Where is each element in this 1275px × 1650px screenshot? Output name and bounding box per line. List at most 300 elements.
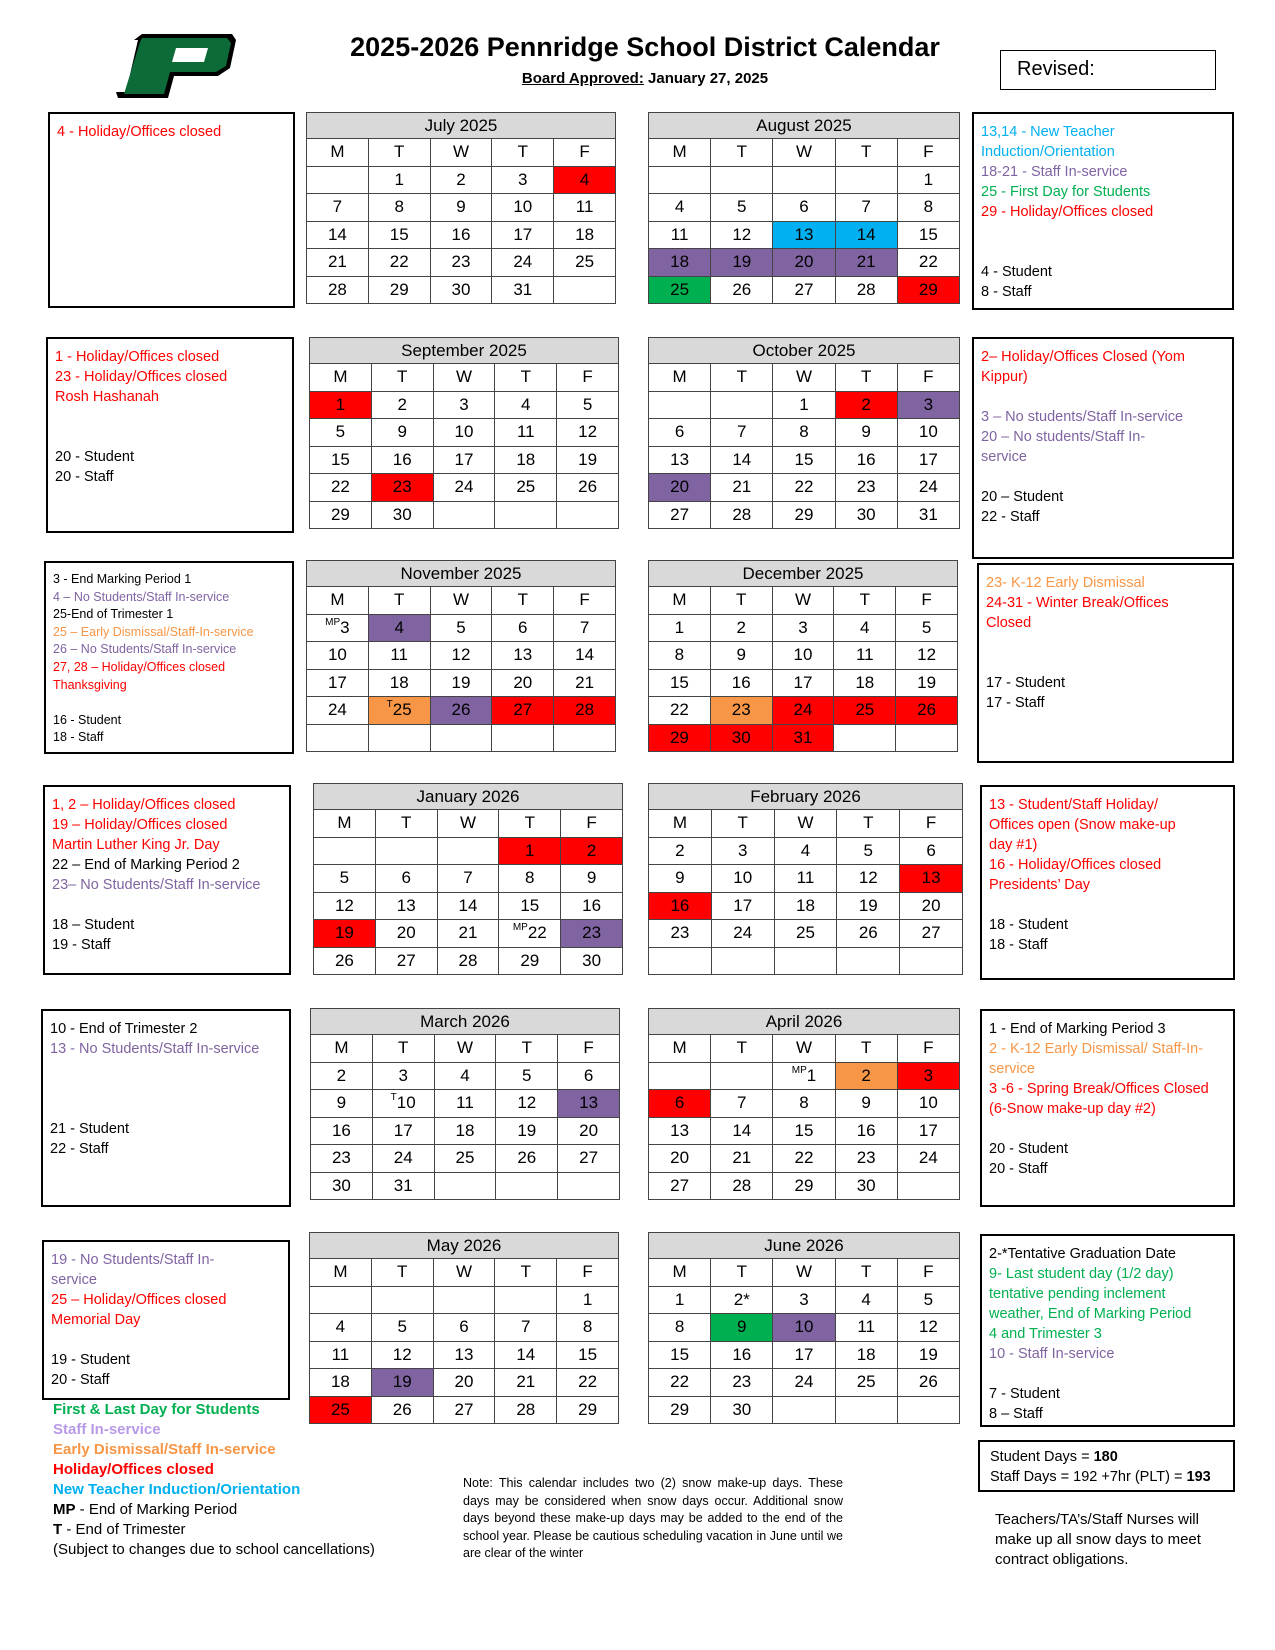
note-line: 22 - Staff xyxy=(50,1141,109,1157)
note-line: day #1) xyxy=(989,837,1038,853)
note-line: 22 – End of Marking Period 2 xyxy=(52,857,240,873)
day-cell xyxy=(557,501,619,529)
day-number: 19 xyxy=(517,1120,537,1140)
weekday-header: W xyxy=(772,587,834,615)
note-line: 3 – No students/Staff In-service xyxy=(981,409,1184,425)
day-cell xyxy=(897,1369,959,1397)
weekday-header: F xyxy=(554,587,616,615)
day-number: 17 xyxy=(327,672,347,692)
day-number: 18 xyxy=(389,672,409,692)
day-number: 11 xyxy=(331,1344,350,1364)
day-number: 4 xyxy=(861,1289,871,1309)
day-cell xyxy=(834,724,896,752)
day-number: 25 xyxy=(330,1399,350,1419)
day-number: 9 xyxy=(456,197,466,217)
note-line: 20 - Student xyxy=(989,1141,1068,1157)
day-number: 17 xyxy=(918,1120,938,1140)
day-cell xyxy=(310,474,372,502)
day-cell xyxy=(649,837,712,865)
day-number: 31 xyxy=(793,727,813,747)
day-number: 30 xyxy=(856,504,876,524)
day-number: 24 xyxy=(918,1148,938,1168)
day-number: 25 xyxy=(796,923,815,943)
day-cell xyxy=(368,642,430,670)
approved-date: January 27, 2025 xyxy=(648,70,769,87)
day-cell xyxy=(434,1117,496,1145)
day-cell xyxy=(557,1341,619,1369)
day-marker: T xyxy=(386,699,393,711)
day-cell xyxy=(554,194,616,222)
month-title: December 2025 xyxy=(649,561,958,587)
note-line: 4 and Trimester 3 xyxy=(989,1326,1102,1342)
note-line xyxy=(50,1059,282,1079)
day-cell xyxy=(495,474,557,502)
day-number: 22 xyxy=(330,477,350,497)
day-cell xyxy=(375,947,437,975)
day-number: 3 xyxy=(340,617,350,637)
month-notes xyxy=(41,1009,291,1207)
day-cell xyxy=(307,669,369,697)
weekday-header: M xyxy=(649,139,711,167)
day-cell xyxy=(711,221,773,249)
note-line: 26 – No Students/Staff In-service xyxy=(53,642,237,657)
day-number: 25 xyxy=(670,279,690,299)
day-number: 30 xyxy=(331,1175,351,1195)
day-number: 5 xyxy=(522,1065,532,1085)
day-cell xyxy=(557,1369,619,1397)
day-marker: MP xyxy=(791,1064,807,1076)
note-line: 19 - Student xyxy=(51,1352,130,1368)
day-cell xyxy=(554,166,616,194)
note-line: 4 - Holiday/Offices closed xyxy=(57,124,222,140)
month-calendar xyxy=(306,112,616,304)
day-cell xyxy=(311,1145,373,1173)
day-number: 3 xyxy=(518,169,528,189)
day-number: 18 xyxy=(856,1344,876,1364)
day-cell xyxy=(711,1369,773,1397)
day-number: 18 xyxy=(796,895,815,915)
day-number: 25 xyxy=(575,252,595,272)
day-number: 9 xyxy=(397,422,407,442)
day-number: 18 xyxy=(330,1372,350,1392)
day-cell xyxy=(649,166,711,194)
note-line: Presidents’ Day xyxy=(989,877,1091,893)
month-notes xyxy=(980,785,1235,980)
day-number: 1 xyxy=(674,617,685,637)
note-line: tentative pending inclement xyxy=(989,1286,1166,1302)
weekday-header: F xyxy=(561,810,623,838)
day-number: 17 xyxy=(793,672,813,692)
day-number: 5 xyxy=(582,394,593,414)
day-cell xyxy=(375,865,437,893)
day-cell xyxy=(558,1090,620,1118)
day-cell xyxy=(773,1396,835,1424)
day-cell xyxy=(773,276,835,304)
day-cell xyxy=(649,892,712,920)
day-cell xyxy=(773,391,835,419)
day-cell xyxy=(557,419,619,447)
weekday-header: M xyxy=(649,1259,711,1287)
day-marker: T xyxy=(390,1092,397,1104)
weekday-header: T xyxy=(711,139,773,167)
day-number: 28 xyxy=(575,700,595,720)
day-cell xyxy=(561,892,623,920)
day-number: 30 xyxy=(582,950,602,970)
note-line: 25-End of Trimester 1 xyxy=(53,607,174,622)
day-cell xyxy=(772,642,834,670)
day-cell xyxy=(557,446,619,474)
month-notes xyxy=(46,337,294,533)
day-number: 15 xyxy=(670,1344,690,1364)
day-cell xyxy=(835,391,897,419)
board-approved xyxy=(300,70,990,87)
day-cell xyxy=(433,474,495,502)
weekday-header: T xyxy=(834,587,896,615)
day-number: 22 xyxy=(794,477,814,497)
day-number: 9 xyxy=(737,1317,747,1337)
day-number: 8 xyxy=(923,197,934,217)
day-cell xyxy=(372,1145,434,1173)
note-line: 20 - Staff xyxy=(55,469,114,485)
day-cell xyxy=(773,1286,835,1314)
day-cell xyxy=(368,697,430,725)
day-cell xyxy=(773,1117,835,1145)
note-line xyxy=(53,694,285,712)
day-cell xyxy=(711,1314,773,1342)
day-cell xyxy=(495,1369,557,1397)
day-number: 19 xyxy=(917,672,937,692)
day-number: 10 xyxy=(327,645,347,665)
note-line: 1 - Holiday/Offices closed xyxy=(55,349,220,365)
day-number: 24 xyxy=(393,1148,413,1168)
day-number: 29 xyxy=(918,279,938,299)
day-number: 8 xyxy=(674,645,685,665)
day-cell xyxy=(773,501,835,529)
day-number: 7 xyxy=(463,868,473,888)
day-number: 12 xyxy=(392,1344,412,1364)
day-number: 8 xyxy=(674,1317,685,1337)
day-number: 2 xyxy=(397,394,407,414)
month-notes xyxy=(42,1240,290,1400)
day-cell xyxy=(837,920,900,948)
day-number: 27 xyxy=(454,1399,474,1419)
month-calendar xyxy=(310,1008,620,1200)
day-number: 12 xyxy=(918,1317,938,1337)
day-number: 10 xyxy=(918,422,938,442)
day-cell xyxy=(835,419,897,447)
month-notes xyxy=(48,112,295,308)
day-cell xyxy=(900,920,963,948)
note-line: 18 – Student xyxy=(52,917,135,933)
month-title: October 2025 xyxy=(649,338,960,364)
day-cell xyxy=(711,501,773,529)
day-number: 18 xyxy=(855,672,875,692)
day-cell xyxy=(430,642,492,670)
day-number: 17 xyxy=(513,224,533,244)
note-line xyxy=(989,1364,1226,1384)
weekday-header: T xyxy=(835,139,897,167)
day-number: 4 xyxy=(460,1065,470,1085)
day-cell xyxy=(649,221,711,249)
day-cell xyxy=(835,446,897,474)
day-number: 3 xyxy=(923,1065,934,1085)
day-cell xyxy=(310,419,372,447)
weekday-header: T xyxy=(492,139,554,167)
day-number: 3 xyxy=(737,840,748,860)
day-cell xyxy=(495,1396,557,1424)
day-number: 18 xyxy=(575,224,595,244)
day-cell xyxy=(773,1172,835,1200)
day-cell xyxy=(711,920,774,948)
day-number: 23 xyxy=(732,1372,752,1392)
day-cell xyxy=(774,920,837,948)
day-cell xyxy=(897,391,959,419)
day-cell xyxy=(896,724,958,752)
day-cell xyxy=(835,1062,897,1090)
day-number: 30 xyxy=(731,727,751,747)
note-line: 13 - Student/Staff Holiday/ xyxy=(989,797,1159,813)
weekday-header: M xyxy=(311,1035,373,1063)
legend-staff-inservice: Staff In-service xyxy=(53,1421,161,1438)
day-number: 7 xyxy=(579,617,590,637)
day-cell xyxy=(649,1172,711,1200)
day-number: 7 xyxy=(521,1317,531,1337)
weekday-header: T xyxy=(835,364,897,392)
day-number: 2 xyxy=(456,169,466,189)
month-notes xyxy=(44,561,294,754)
day-number: 28 xyxy=(327,279,347,299)
weekday-header: M xyxy=(314,810,376,838)
day-number: 29 xyxy=(578,1399,598,1419)
day-cell xyxy=(649,614,711,642)
day-cell xyxy=(375,920,437,948)
day-number: 11 xyxy=(456,1093,474,1113)
legend-t: T - End of Trimester xyxy=(53,1521,186,1538)
day-cell xyxy=(897,1172,959,1200)
day-number: 7 xyxy=(332,197,343,217)
day-cell xyxy=(835,276,897,304)
day-number: 19 xyxy=(578,449,598,469)
day-number: 14 xyxy=(327,224,347,244)
day-cell xyxy=(835,1286,897,1314)
day-number: 26 xyxy=(334,950,354,970)
day-cell xyxy=(834,669,896,697)
weekday-header: F xyxy=(897,364,959,392)
day-number: 11 xyxy=(575,197,594,217)
day-cell xyxy=(711,947,774,975)
day-cell xyxy=(310,391,372,419)
note-line: 29 - Holiday/Offices closed xyxy=(981,204,1154,220)
day-cell xyxy=(492,697,554,725)
day-cell xyxy=(496,1117,558,1145)
day-number: 13 xyxy=(579,1093,599,1113)
day-cell xyxy=(368,249,430,277)
day-number: 23 xyxy=(582,923,602,943)
day-cell xyxy=(649,1341,711,1369)
day-cell xyxy=(368,724,430,752)
day-number: 3 xyxy=(459,394,469,414)
day-cell xyxy=(437,947,499,975)
day-cell xyxy=(835,1341,897,1369)
day-number: 14 xyxy=(458,895,478,915)
day-number: 1 xyxy=(525,840,535,860)
day-cell xyxy=(310,446,372,474)
day-number: 28 xyxy=(458,950,478,970)
day-number: 20 xyxy=(670,1148,690,1168)
month-calendar xyxy=(648,1232,960,1424)
weekday-header: F xyxy=(557,1259,619,1287)
day-number: 19 xyxy=(392,1372,412,1392)
day-cell xyxy=(900,865,963,893)
day-cell xyxy=(649,1145,711,1173)
day-number: 13 xyxy=(454,1344,474,1364)
staff-days: Staff Days = 192 +7hr (PLT) = 193 xyxy=(990,1469,1211,1485)
note-line: 20 - Staff xyxy=(989,1161,1048,1177)
day-cell xyxy=(896,669,958,697)
day-number: 24 xyxy=(513,252,533,272)
note-line: service xyxy=(51,1272,97,1288)
day-number: 20 xyxy=(794,252,814,272)
note-line: 18 - Staff xyxy=(53,730,104,745)
weekday-header: T xyxy=(710,587,772,615)
day-number: 3 xyxy=(798,617,808,637)
month-title: May 2026 xyxy=(310,1233,619,1259)
month-calendar xyxy=(313,783,623,975)
month-calendar xyxy=(306,560,616,752)
day-cell xyxy=(711,1117,773,1145)
day-cell xyxy=(897,1286,959,1314)
day-number: 24 xyxy=(918,477,938,497)
day-number: 29 xyxy=(670,1399,690,1419)
day-number: 21 xyxy=(458,923,478,943)
month-calendar xyxy=(309,337,619,529)
day-cell xyxy=(368,614,430,642)
day-cell xyxy=(368,166,430,194)
day-cell xyxy=(307,249,369,277)
day-number: 26 xyxy=(732,279,752,299)
day-number: 20 xyxy=(396,923,416,943)
weekday-header: T xyxy=(492,587,554,615)
day-cell xyxy=(496,1172,558,1200)
weekday-header: M xyxy=(310,364,372,392)
note-line: 20 - Student xyxy=(55,449,134,465)
day-cell xyxy=(433,391,495,419)
day-number: 15 xyxy=(520,895,540,915)
day-number: 2 xyxy=(861,394,871,414)
day-cell xyxy=(434,1062,496,1090)
day-number: 1 xyxy=(394,169,404,189)
day-cell xyxy=(897,501,959,529)
day-cell xyxy=(649,1090,711,1118)
day-number: 21 xyxy=(516,1372,536,1392)
day-cell xyxy=(307,724,369,752)
day-cell xyxy=(649,249,711,277)
day-cell xyxy=(554,276,616,304)
day-cell xyxy=(649,419,711,447)
day-cell xyxy=(492,642,554,670)
day-cell xyxy=(557,1314,619,1342)
day-cell xyxy=(710,669,772,697)
day-number: 5 xyxy=(921,617,932,637)
note-line: 18 - Staff xyxy=(989,937,1048,953)
day-number: 4 xyxy=(579,169,590,189)
weekday-header: W xyxy=(430,139,492,167)
month-title: January 2026 xyxy=(314,784,623,810)
day-cell xyxy=(837,892,900,920)
day-number: 4 xyxy=(394,617,404,637)
day-cell xyxy=(496,1090,558,1118)
note-line: 7 - Student xyxy=(989,1386,1060,1402)
weekday-header: M xyxy=(649,1035,711,1063)
day-cell xyxy=(311,1062,373,1090)
month-title: September 2025 xyxy=(310,338,619,364)
day-number: 13 xyxy=(794,224,814,244)
note-line: 17 - Student xyxy=(986,675,1065,691)
day-number: 2 xyxy=(336,1065,347,1085)
note-line: 21 - Student xyxy=(50,1121,129,1137)
day-cell xyxy=(310,1341,372,1369)
page-title: 2025-2026 Pennridge School District Calendar xyxy=(350,32,940,62)
day-cell xyxy=(307,221,369,249)
weekday-header: T xyxy=(835,1035,897,1063)
day-number: 20 xyxy=(921,895,941,915)
weekday-header: W xyxy=(773,1035,835,1063)
day-number: 25 xyxy=(856,1372,876,1392)
day-cell xyxy=(774,947,837,975)
day-number: 24 xyxy=(794,1372,814,1392)
note-line: Closed xyxy=(986,615,1032,631)
day-cell xyxy=(773,1062,835,1090)
day-cell xyxy=(499,865,561,893)
weekday-header: F xyxy=(557,364,619,392)
day-cell xyxy=(772,697,834,725)
legend-first-last: First & Last Day for Students xyxy=(53,1401,260,1418)
day-cell xyxy=(433,1286,495,1314)
day-number: 13 xyxy=(670,1120,690,1140)
day-number: 6 xyxy=(799,197,809,217)
day-cell xyxy=(835,221,897,249)
day-cell xyxy=(437,892,499,920)
day-cell xyxy=(430,166,492,194)
day-number: 24 xyxy=(733,923,753,943)
note-line: 23 - Holiday/Offices closed xyxy=(55,369,228,385)
note-line: 19 - Staff xyxy=(52,937,111,953)
day-cell xyxy=(711,1396,773,1424)
day-number: 19 xyxy=(334,923,354,943)
day-cell xyxy=(492,724,554,752)
day-cell xyxy=(371,419,433,447)
day-number: 9 xyxy=(586,868,597,888)
day-cell xyxy=(492,614,554,642)
day-cell xyxy=(649,1396,711,1424)
note-line: 2-*Tentative Graduation Date xyxy=(989,1246,1176,1262)
day-number: 11 xyxy=(516,422,535,442)
day-number: 6 xyxy=(583,1065,594,1085)
day-number: 7 xyxy=(737,1093,747,1113)
day-cell xyxy=(430,249,492,277)
day-cell xyxy=(492,669,554,697)
day-cell xyxy=(430,724,492,752)
legend-subject-note: (Subject to changes due to school cancellations) xyxy=(53,1541,375,1558)
note-line: 16 - Student xyxy=(53,712,122,727)
day-cell xyxy=(310,1369,372,1397)
note-line: 25 – Early Dismissal/Staff-In-service xyxy=(53,624,254,639)
student-days: Student Days = 180 xyxy=(990,1449,1118,1465)
day-number: 30 xyxy=(451,279,471,299)
day-cell xyxy=(372,1172,434,1200)
day-number: 11 xyxy=(796,868,815,888)
day-number: 16 xyxy=(582,895,602,915)
